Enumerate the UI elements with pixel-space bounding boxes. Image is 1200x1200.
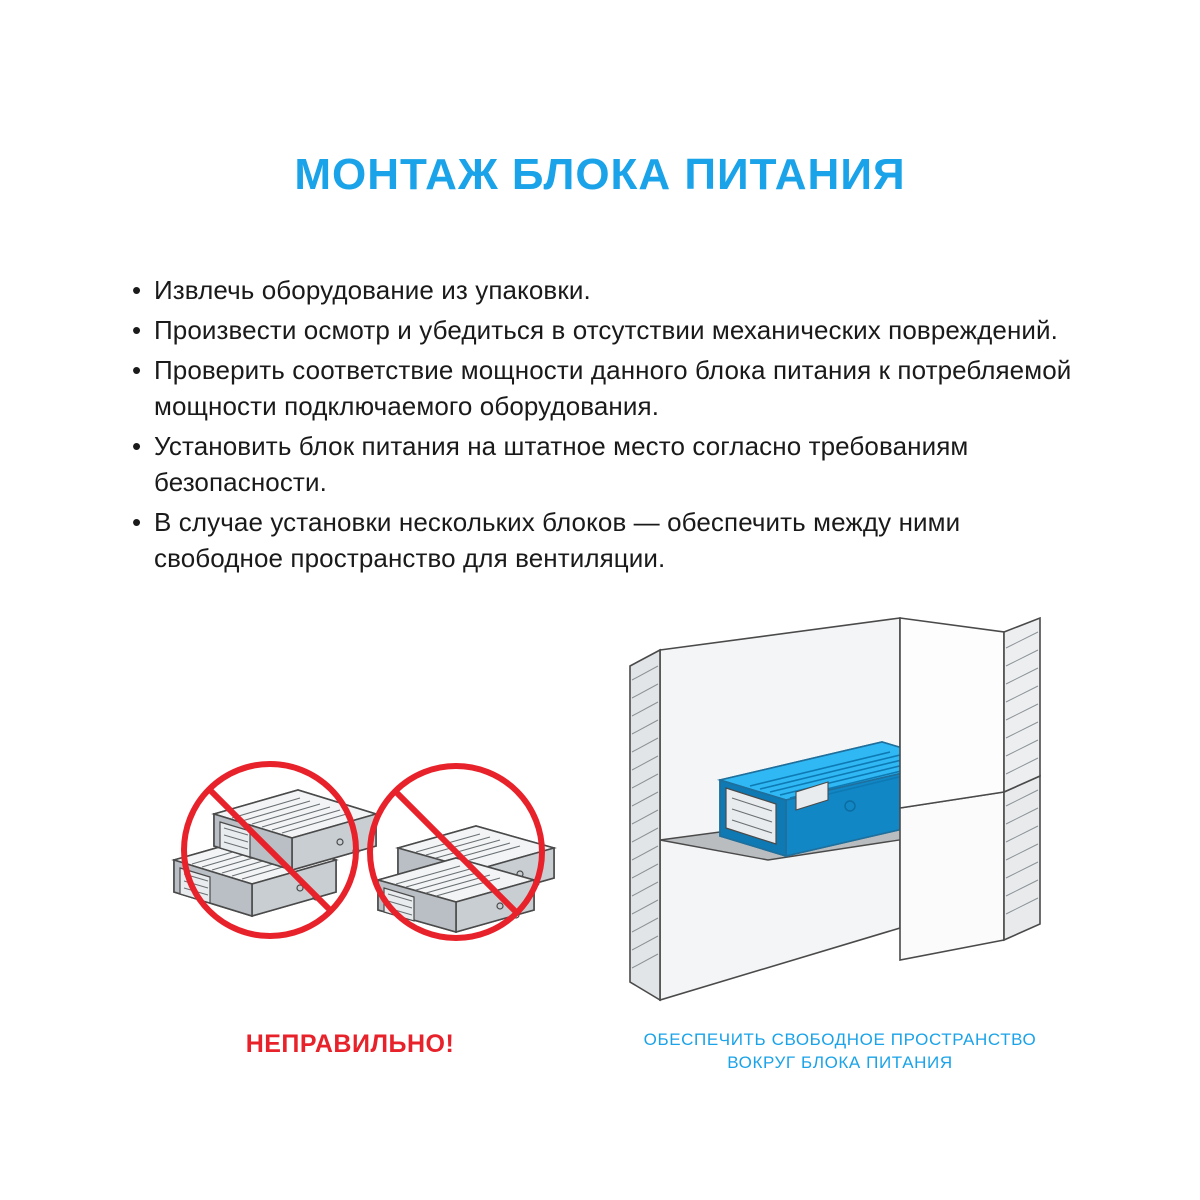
correct-example-svg [600,610,1070,1010]
bullet-marker-icon: • [132,315,142,345]
instruction-list [132,272,1082,580]
correct-label-line1: ОБЕСПЕЧИТЬ СВОБОДНОЕ ПРОСТРАНСТВО [643,1030,1037,1049]
incorrect-examples-svg [140,740,560,960]
list-item-text: Проверить соответствие мощности данного блока питания к потребляемой мощности подключаемого оборудования. [154,355,1072,421]
illustration-area [0,610,1200,1130]
correct-mounting-illustration [600,610,1070,1010]
list-item [132,312,1082,348]
list-item-text: Установить блок питания на штатное место согласно требованиям безопасности. [154,431,969,497]
bullet-marker-icon: • [132,275,142,305]
bullet-marker-icon: • [132,507,142,537]
bullet-marker-icon: • [132,355,142,385]
page-title: МОНТАЖ БЛОКА ПИТАНИЯ [294,150,906,199]
incorrect-label: НЕПРАВИЛЬНО! [245,1030,455,1058]
incorrect-mounting-illustration [140,740,560,960]
bullet-marker-icon: • [132,431,142,461]
correct-label [570,1028,1110,1074]
list-item-text: Произвести осмотр и убедиться в отсутствии механических повреждений. [154,315,1059,345]
correct-label-line2: ВОКРУГ БЛОКА ПИТАНИЯ [727,1053,953,1072]
list-item [132,504,1082,576]
list-item [132,352,1082,424]
adjacent-power-supplies-graphic [378,826,554,932]
list-item [132,428,1082,500]
list-item-text: Извлечь оборудование из упаковки. [154,275,591,305]
list-item-text: В случае установки нескольких блоков — обеспечить между ними свободное пространство для вентиляции. [154,507,961,573]
wall-panel-top [900,618,1040,808]
list-item [132,272,1082,308]
